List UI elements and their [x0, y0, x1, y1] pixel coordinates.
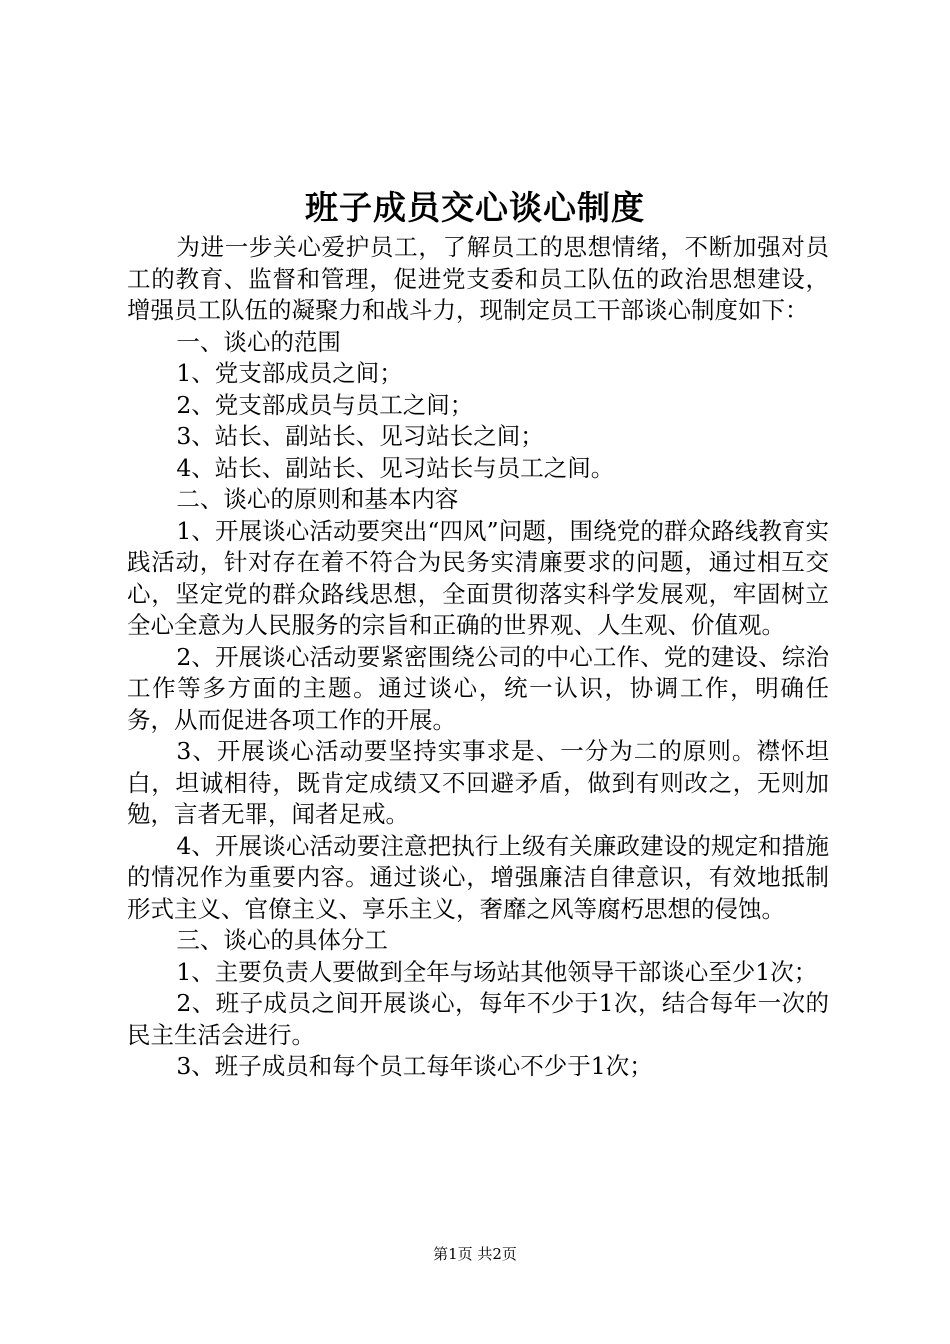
list-item: 3、站长、副站长、见习站长之间； — [176, 422, 544, 450]
list-item: 2、党支部成员与员工之间； — [176, 390, 474, 419]
document-body — [127, 232, 829, 1083]
list-item: 1、党支部成员之间； — [176, 359, 403, 387]
document-title: 班子成员交心谈心制度 — [305, 188, 645, 227]
paragraph: 4、开展谈心活动要注意把执行上级有关廉政建设的规定和措施的情况作为重要内容。通过谈心，增强廉洁自律意识，有效地抵制形式主义、官僚主义、享乐主义，奢靡之风等腐朽思想的侵蚀。 — [127, 831, 829, 923]
section-heading: 三、谈心的具体分工 — [176, 926, 388, 954]
paragraph: 1、开展谈心活动要突出“四风”问题，围绕党的群众路线教育实践活动，针对存在着不符合为民务实清廉要求的问题，通过相互交心，坚定党的群众路线思想，全面贯彻落实科学发展观，牢固树立全心全意为人民服务的宗旨和正确的世界观、人生观、价值观。 — [127, 516, 829, 639]
paragraph: 2、班子成员之间开展谈心，每年不少于1次，结合每年一次的民主生活会进行。 — [127, 989, 829, 1049]
paragraph: 2、开展谈心活动要紧密围绕公司的中心工作、党的建设、综治工作等多方面的主题。通过谈心，统一认识，协调工作，明确任务，从而促进各项工作的开展。 — [127, 642, 829, 734]
section-heading: 二、谈心的原则和基本内容 — [176, 485, 459, 513]
paragraph: 3、开展谈心活动要坚持实事求是、一分为二的原则。襟怀坦白，坦诚相待，既肯定成绩又不回避矛盾，做到有则改之，无则加勉，言者无罪，闻者足戒。 — [127, 737, 829, 828]
list-item: 4、站长、副站长、见习站长与员工之间。 — [176, 453, 615, 482]
paragraph: 为进一步关心爱护员工，了解员工的思想情绪，不断加强对员工的教育、监督和管理，促进党支委和员工队伍的政治思想建设，增强员工队伍的凝聚力和战斗力，现制定员工干部谈心制度如下： — [127, 233, 829, 324]
paragraph: 3、班子成员和每个员工每年谈心不少于1次； — [176, 1052, 653, 1080]
paragraph: 1、主要负责人要做到全年与场站其他领导干部谈心至少1次； — [176, 957, 818, 986]
page-footer: 第1页 共2页 — [433, 1245, 517, 1263]
section-heading: 一、谈心的范围 — [176, 327, 341, 356]
